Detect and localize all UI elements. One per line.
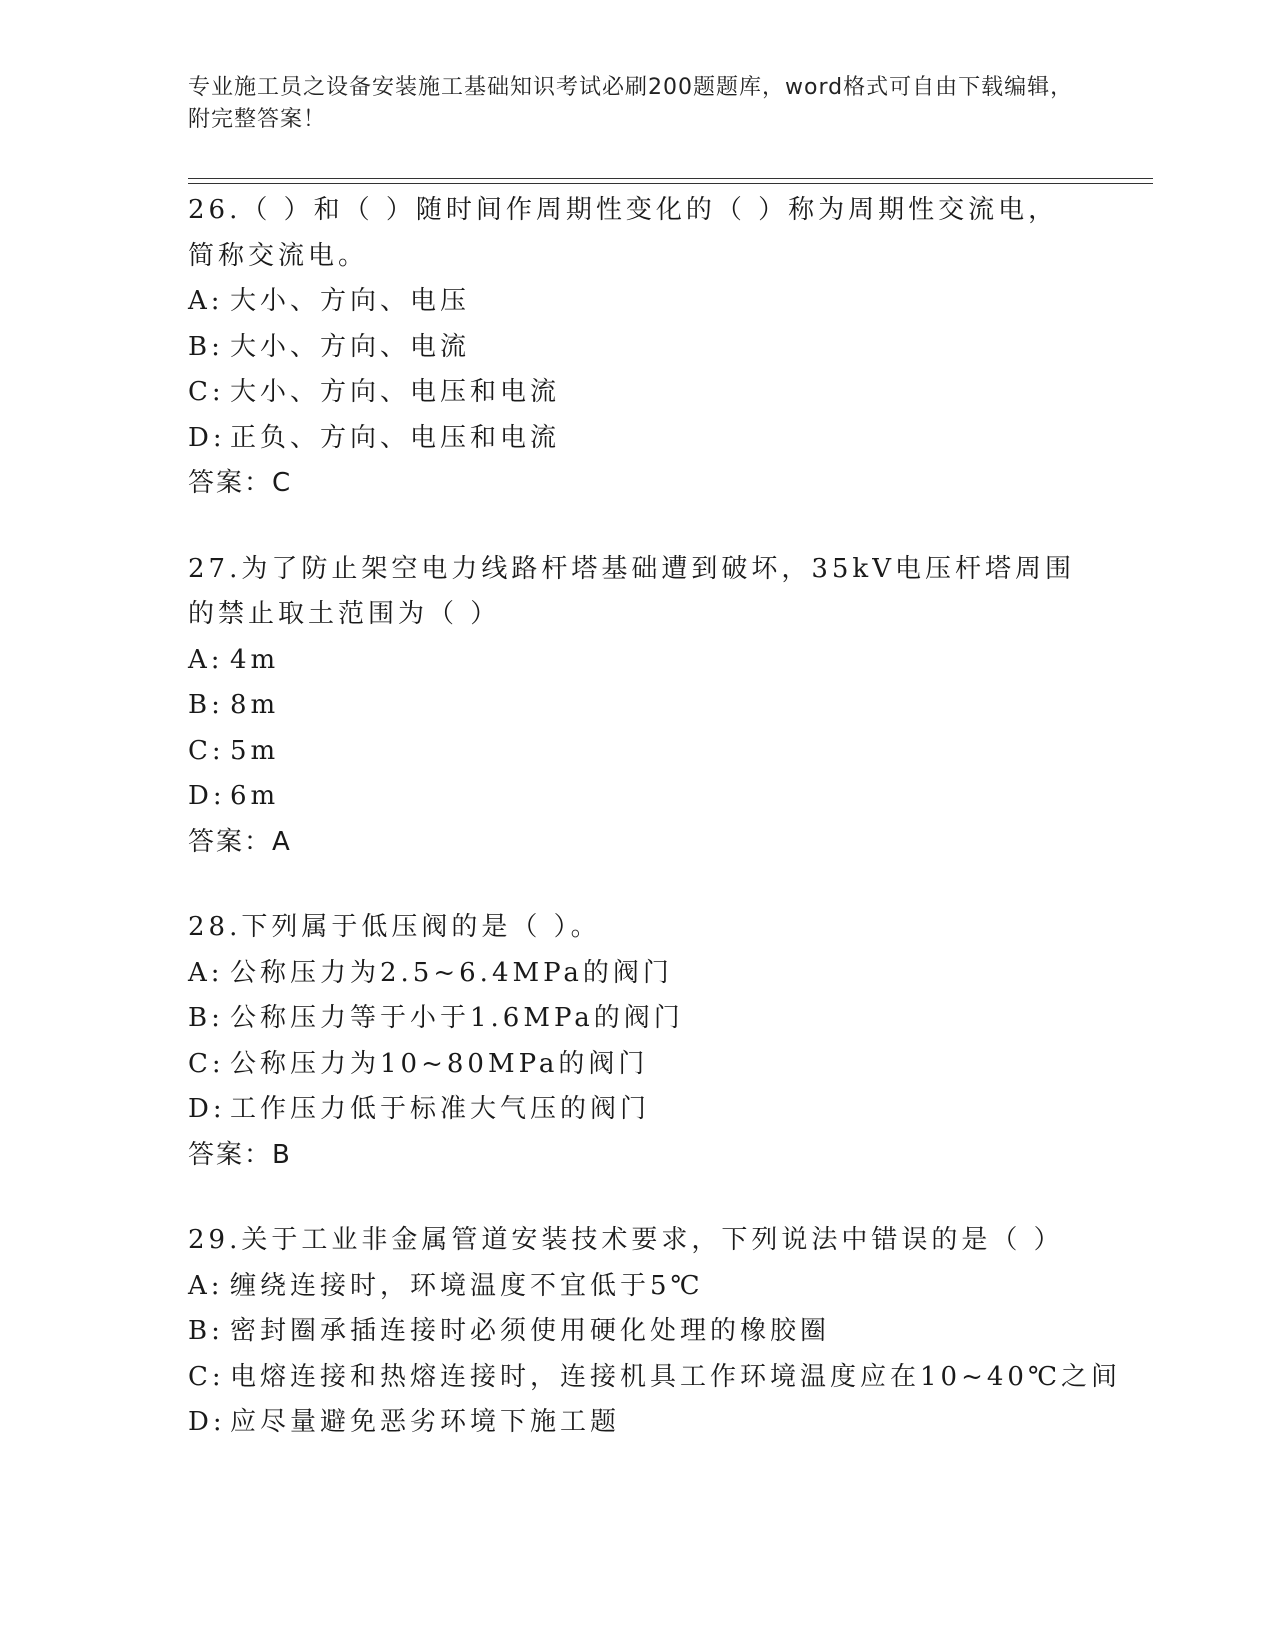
document-header bbox=[188, 72, 1088, 136]
question-list bbox=[188, 188, 1122, 1486]
option-text: 公称压力为10~80MPa的阀门 bbox=[230, 1048, 649, 1079]
option-d bbox=[188, 1400, 1088, 1446]
option-text: 大小、方向、电压 bbox=[230, 286, 471, 316]
option-d bbox=[188, 1087, 1088, 1133]
option-c bbox=[188, 1042, 1088, 1088]
question-stem: 28.下列属于低压阀的是（ ）。 bbox=[188, 912, 601, 942]
option-letter: C: bbox=[188, 1361, 225, 1392]
option-letter: A: bbox=[188, 957, 224, 988]
answer-label: 答案：A bbox=[188, 826, 292, 857]
option-a bbox=[188, 638, 1088, 684]
option-text: 密封圈承插连接时必须使用硬化处理的橡胶圈 bbox=[230, 1316, 831, 1346]
option-letter: B: bbox=[188, 690, 224, 720]
option-letter: D: bbox=[188, 1407, 226, 1437]
option-text: 大小、方向、电流 bbox=[230, 331, 471, 362]
option-text: 正负、方向、电压和电流 bbox=[230, 422, 561, 453]
header-text: 专业施工员之设备安装施工基础知识考试必刷200题题库，word格式可自由下载编辑，附完整答案！ bbox=[188, 75, 1074, 132]
option-letter: D: bbox=[188, 422, 226, 453]
option-text: 4m bbox=[230, 644, 280, 675]
question-26 bbox=[188, 188, 1088, 507]
option-letter: B: bbox=[188, 1316, 224, 1346]
option-letter: A: bbox=[188, 644, 224, 675]
question-stem: 29.关于工业非金属管道安装技术要求，下列说法中错误的是（ ） bbox=[188, 1225, 1064, 1255]
option-c bbox=[188, 1355, 1122, 1401]
option-letter: C: bbox=[188, 735, 225, 766]
option-text: 5m bbox=[230, 735, 280, 766]
header-divider-top bbox=[188, 178, 1153, 179]
answer-label: 答案：C bbox=[188, 468, 293, 498]
option-text: 公称压力为2.5~6.4MPa的阀门 bbox=[230, 957, 673, 988]
option-a bbox=[188, 279, 1088, 325]
option-letter: D: bbox=[188, 781, 226, 811]
option-text: 公称压力等于小于1.6MPa的阀门 bbox=[230, 1003, 684, 1033]
option-b bbox=[188, 996, 1088, 1042]
question-stem: 26.（ ）和（ ）随时间作周期性变化的（ ）称为周期性交流电，简称交流电。 bbox=[188, 195, 1059, 271]
option-text: 缠绕连接时，环境温度不宜低于5℃ bbox=[230, 1270, 704, 1301]
option-text: 工作压力低于标准大气压的阀门 bbox=[230, 1094, 651, 1124]
option-c bbox=[188, 370, 1088, 416]
option-a bbox=[188, 1264, 1088, 1310]
option-d bbox=[188, 774, 1088, 820]
option-d bbox=[188, 416, 1088, 462]
option-letter: C: bbox=[188, 377, 225, 407]
option-letter: B: bbox=[188, 1003, 224, 1033]
option-text: 电熔连接和热熔连接时，连接机具工作环境温度应在10~40℃之间 bbox=[230, 1361, 1122, 1392]
option-text: 应尽量避免恶劣环境下施工题 bbox=[230, 1407, 621, 1437]
question-stem: 27.为了防止架空电力线路杆塔基础遭到破坏，35kV电压杆塔周围的禁止取土范围为（ ） bbox=[188, 553, 1075, 629]
option-b bbox=[188, 325, 1088, 371]
question-29 bbox=[188, 1218, 1122, 1446]
question-27 bbox=[188, 547, 1088, 866]
option-text: 大小、方向、电压和电流 bbox=[230, 377, 561, 407]
option-letter: A: bbox=[188, 1270, 224, 1301]
option-letter: A: bbox=[188, 286, 224, 316]
question-28 bbox=[188, 905, 1088, 1178]
option-letter: D: bbox=[188, 1094, 226, 1124]
answer-label: 答案：B bbox=[188, 1139, 292, 1170]
option-a bbox=[188, 951, 1088, 997]
option-text: 8m bbox=[230, 690, 280, 720]
option-letter: B: bbox=[188, 331, 224, 362]
option-letter: C: bbox=[188, 1048, 225, 1079]
option-text: 6m bbox=[230, 781, 280, 811]
header-divider-bottom bbox=[188, 183, 1153, 184]
option-b bbox=[188, 683, 1088, 729]
option-b bbox=[188, 1309, 1088, 1355]
option-c bbox=[188, 729, 1088, 775]
